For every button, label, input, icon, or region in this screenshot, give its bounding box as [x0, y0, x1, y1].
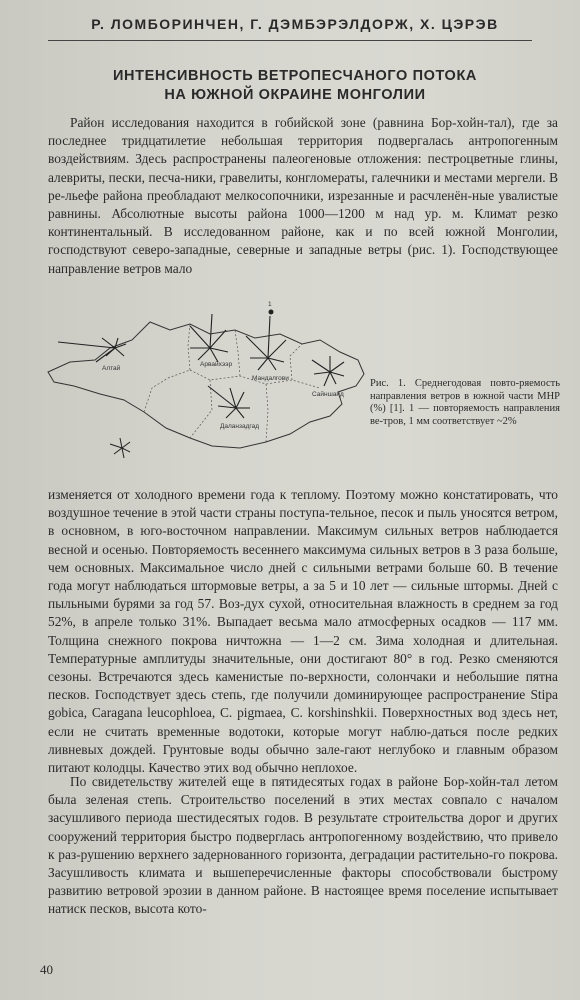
paragraph-1-text: Район исследования находится в гобийской зоне (равнина Бор-хойн-тал), где за последнее тридцатилетие небольшая территория подвергалась антропогенным воздействиям. Здесь распространены палеогеновые отложения: пестроцветные глины, алевриты, пески, песча-ники, гравелиты, конгломераты, галечники и местами мергели. В ре-льефе района преобладают мелкосопочники, изрезанные и расчленён-ные увалистые равнины. Абсолютные высоты района 1000—1200 м над ур. м. Климат резко континентальный. В исследованном районе, как и по всей южной Монголии, господствуют северо-западные, северные и западные ветры (рис. 1). Господствующее направление ветров мало: [48, 115, 558, 276]
wind-rose-sainshand: [312, 356, 344, 386]
legend-number: 1: [268, 301, 272, 308]
article-title-line-1: ИНТЕНСИВНОСТЬ ВЕТРОПЕСЧАНОГО ПОТОКА: [113, 68, 477, 84]
wind-rose-map: [40, 300, 380, 470]
wind-rose-south: [110, 438, 130, 458]
paragraph-2-text: изменяется от холодного времени года к теплому. Поэтому можно констатировать, что воздушное течение в этой части страны поступа-тельное, песок и пыль уносятся ветром, в основном, в юго-восточном направлении. Максимум сильных ветров наблюдается весной и осенью. Повторяемость весеннего максимума сильных ветров в 3 раза больше, чем основных. Максимальное число дней с сильными ветрами больше 60. В течение года могут наблюдаться штормовые ветры, а за 5 и 10 лет — сильные штормы. Дней с пыльными бурями за год 57. Воз-дух сухой, относительная влажность в среднем за год 52%, в апреле только 31%. Выпадает весьма мало атмосферных осадков — 117 мм. Толщина снежного покрова ничтожна — 1—2 см. Зима холодная и длительная. Температурные амплитуды значительные, они достигают 80° в год. Резко сменяются сезоны. Встречаются здесь каменистые по-верхности, солончаки и небольшие пятна песков. Господствует здесь степь, где получили доминирующее распространение Stipa gobica, Caragana leucophloea, C. pigmaea, C. korshinshkii. Поверхностных вод здесь нет, если не считать временные водотоки, которые могут наблю-даться после редких ливневых дождей. Грунтовые воды обычно зале-гают неглубоко и главным образом питают колодцы. Качество этих вод обычно неплохое.: [48, 487, 558, 776]
header-rule: [48, 40, 532, 41]
article-authors: Р. ЛОМБОРИНЧЕН, Г. ДЭМБЭРЭЛДОРЖ, Х. ЦЭРЭВ: [91, 16, 499, 32]
paragraph-3-text: По свидетельству жителей еще в пятидесятых годах в районе Бор-хойн-тал летом была зеленая степь. Строительство поселений в этих местах совпало с началом засушливого периода шестидесятых годов. В результате строительства дорог и других сооружений территория быстро подверглась антропогенному воздействию, что привело к раз-рушению верхнего задернованного горизонта, деградации растительно-го покрова. Засушливость климата и вышеперечисленные факторы способствовали быстрому развитию ветровой эрозии в данном районе. В настоящее время поселение испытывает натиск песков, высота кото-: [48, 774, 558, 917]
article-title: [60, 67, 530, 105]
page-number: 40: [40, 962, 53, 977]
wind-rose-arvaikheer: [190, 314, 228, 362]
label-dalanzadgad: Даланзадгад: [220, 423, 260, 430]
label-arvaikheer: Арвайхээр: [200, 361, 233, 368]
wind-rose-mandalgovi: [246, 316, 286, 370]
label-altai: Алтай: [102, 365, 121, 372]
wind-rose-dalanzadgad: [208, 386, 250, 418]
wind-rose-altai: [58, 338, 126, 362]
paragraph-3: [48, 773, 558, 919]
wind-rose-map-figure: [40, 300, 380, 470]
legend-marker: [269, 310, 274, 315]
figure-caption: Рис. 1. Среднегодовая повто-ряемость направления ветров в южной части МНР (%) [1]. 1 — повторяемость направления ве-тров, 1 мм соответствует ~2%: [370, 378, 560, 427]
map-outline: [48, 322, 364, 448]
paragraph-1: [48, 114, 558, 278]
paragraph-2: [48, 486, 558, 777]
article-title-line-2: НА ЮЖНОЙ ОКРАИНЕ МОНГОЛИИ: [164, 87, 426, 103]
label-sainshand: Сайншанд: [312, 391, 344, 398]
label-mandalgovi: Мандалгови: [252, 375, 289, 382]
